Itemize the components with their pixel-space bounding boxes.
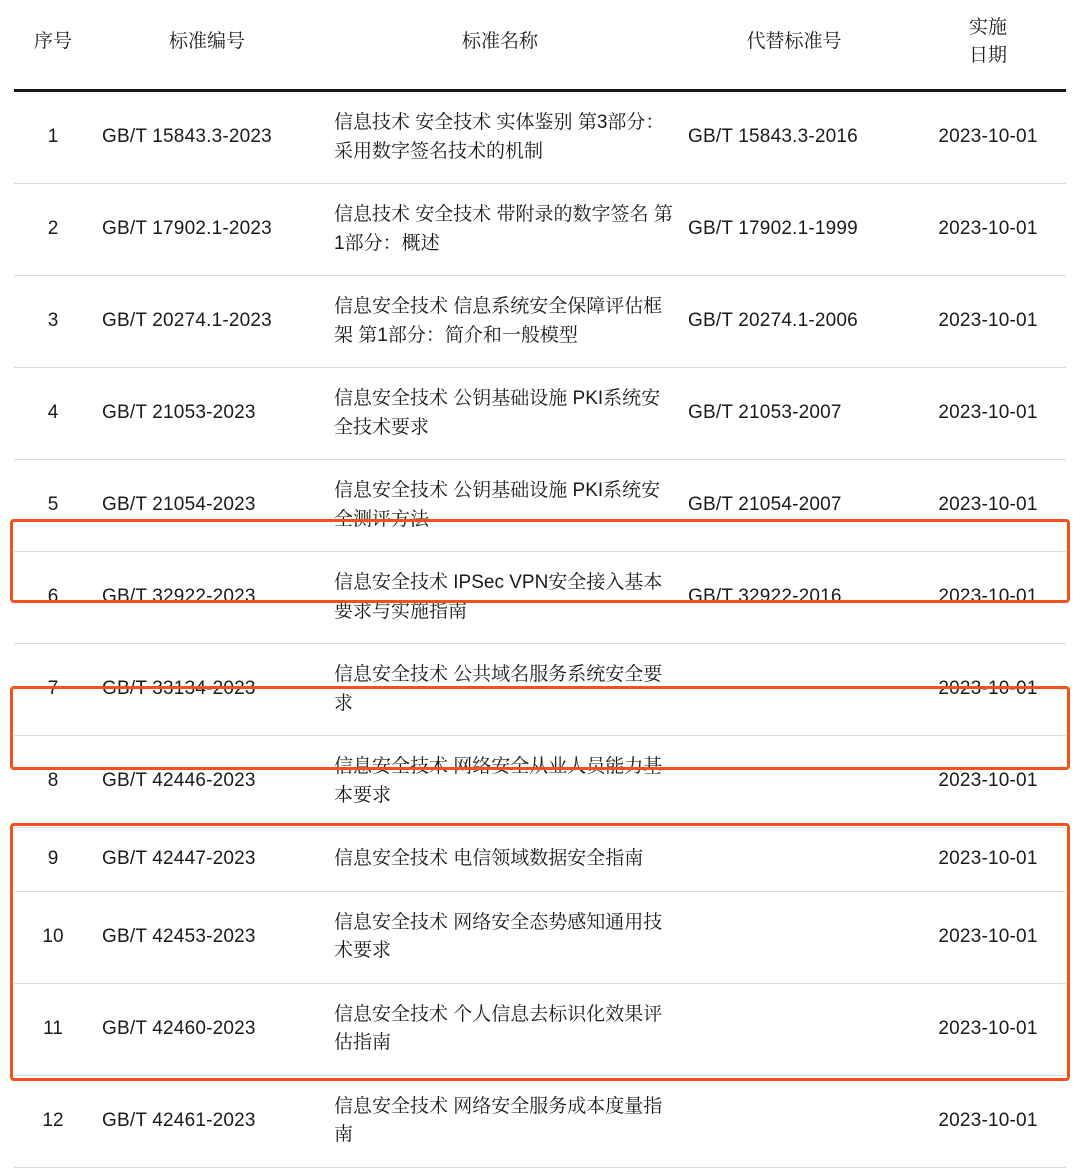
cell-standard-name: 信息安全技术 网络安全从业人员能力基本要求 <box>322 736 678 828</box>
cell-standard-name: 信息安全技术 IPSec VPN安全接入基本要求与实施指南 <box>322 552 678 644</box>
cell-standard-code: GB/T 33134-2023 <box>92 644 322 736</box>
cell-effective-date: 2023-10-01 <box>910 552 1066 644</box>
cell-replaced-code <box>678 644 910 736</box>
cell-effective-date: 2023-10-01 <box>910 1075 1066 1167</box>
cell-replaced-code <box>678 983 910 1075</box>
table-header-row <box>14 0 1066 91</box>
cell-effective-date: 2023-10-01 <box>910 460 1066 552</box>
cell-effective-date: 2023-10-01 <box>910 91 1066 184</box>
cell-standard-code: GB/T 21054-2023 <box>92 460 322 552</box>
cell-standard-name: 信息安全技术 公钥基础设施 PKI系统安全测评方法 <box>322 460 678 552</box>
cell-effective-date: 2023-10-01 <box>910 276 1066 368</box>
table-row <box>14 983 1066 1075</box>
column-header-code: 标准编号 <box>168 30 245 52</box>
column-header-no: 序号 <box>33 30 72 52</box>
cell-replaced-code <box>678 1075 910 1167</box>
table-row <box>14 736 1066 828</box>
table-row <box>14 644 1066 736</box>
cell-standard-code: GB/T 42447-2023 <box>92 828 322 892</box>
cell-standard-name: 信息技术 安全技术 带附录的数字签名 第1部分：概述 <box>322 184 678 276</box>
cell-standard-code: GB/T 42460-2023 <box>92 983 322 1075</box>
cell-serial-number: 4 <box>14 368 92 460</box>
cell-standard-code: GB/T 17902.1-2023 <box>92 184 322 276</box>
table-body <box>14 91 1066 1168</box>
cell-standard-code: GB/T 42446-2023 <box>92 736 322 828</box>
cell-standard-code: GB/T 15843.3-2023 <box>92 91 322 184</box>
cell-serial-number: 5 <box>14 460 92 552</box>
cell-standard-name: 信息安全技术 网络安全态势感知通用技术要求 <box>322 891 678 983</box>
cell-replaced-code: GB/T 21054-2007 <box>678 460 910 552</box>
cell-effective-date: 2023-10-01 <box>910 828 1066 892</box>
cell-standard-code: GB/T 42461-2023 <box>92 1075 322 1167</box>
cell-effective-date: 2023-10-01 <box>910 891 1066 983</box>
column-header-date-line1: 实施 <box>968 17 1007 38</box>
cell-standard-name: 信息安全技术 公钥基础设施 PKI系统安全技术要求 <box>322 368 678 460</box>
cell-effective-date: 2023-10-01 <box>910 736 1066 828</box>
cell-replaced-code: GB/T 17902.1-1999 <box>678 184 910 276</box>
cell-serial-number: 9 <box>14 828 92 892</box>
cell-replaced-code <box>678 891 910 983</box>
standards-table <box>14 0 1066 1168</box>
column-header-date-line2: 日期 <box>968 44 1007 66</box>
cell-serial-number: 3 <box>14 276 92 368</box>
cell-standard-code: GB/T 42453-2023 <box>92 891 322 983</box>
column-header-name: 标准名称 <box>461 30 538 52</box>
table-row <box>14 276 1066 368</box>
cell-serial-number: 10 <box>14 891 92 983</box>
cell-replaced-code <box>678 736 910 828</box>
cell-replaced-code: GB/T 32922-2016 <box>678 552 910 644</box>
cell-standard-code: GB/T 21053-2023 <box>92 368 322 460</box>
table-row <box>14 460 1066 552</box>
column-header-date <box>910 0 1066 91</box>
cell-standard-name: 信息安全技术 信息系统安全保障评估框架 第1部分：简介和一般模型 <box>322 276 678 368</box>
table-header <box>14 0 1066 91</box>
cell-serial-number: 12 <box>14 1075 92 1167</box>
cell-effective-date: 2023-10-01 <box>910 184 1066 276</box>
cell-serial-number: 1 <box>14 91 92 184</box>
cell-replaced-code: GB/T 21053-2007 <box>678 368 910 460</box>
cell-standard-name: 信息安全技术 网络安全服务成本度量指南 <box>322 1075 678 1167</box>
cell-serial-number: 7 <box>14 644 92 736</box>
table-row <box>14 368 1066 460</box>
cell-standard-name: 信息安全技术 电信领域数据安全指南 <box>322 828 678 892</box>
cell-effective-date: 2023-10-01 <box>910 983 1066 1075</box>
cell-standard-code: GB/T 20274.1-2023 <box>92 276 322 368</box>
table-row <box>14 1075 1066 1167</box>
table-row <box>14 828 1066 892</box>
cell-serial-number: 8 <box>14 736 92 828</box>
cell-serial-number: 2 <box>14 184 92 276</box>
table-row <box>14 891 1066 983</box>
cell-effective-date: 2023-10-01 <box>910 644 1066 736</box>
table-row <box>14 552 1066 644</box>
cell-standard-name: 信息安全技术 公共域名服务系统安全要求 <box>322 644 678 736</box>
table-row <box>14 91 1066 184</box>
cell-standard-code: GB/T 32922-2023 <box>92 552 322 644</box>
cell-replaced-code <box>678 828 910 892</box>
cell-standard-name: 信息技术 安全技术 实体鉴别 第3部分：采用数字签名技术的机制 <box>322 91 678 184</box>
cell-serial-number: 6 <box>14 552 92 644</box>
cell-replaced-code: GB/T 20274.1-2006 <box>678 276 910 368</box>
cell-standard-name: 信息安全技术 个人信息去标识化效果评估指南 <box>322 983 678 1075</box>
table-row <box>14 184 1066 276</box>
column-header-replace: 代替标准号 <box>746 30 842 52</box>
cell-serial-number: 11 <box>14 983 92 1075</box>
cell-effective-date: 2023-10-01 <box>910 368 1066 460</box>
cell-replaced-code: GB/T 15843.3-2016 <box>678 91 910 184</box>
